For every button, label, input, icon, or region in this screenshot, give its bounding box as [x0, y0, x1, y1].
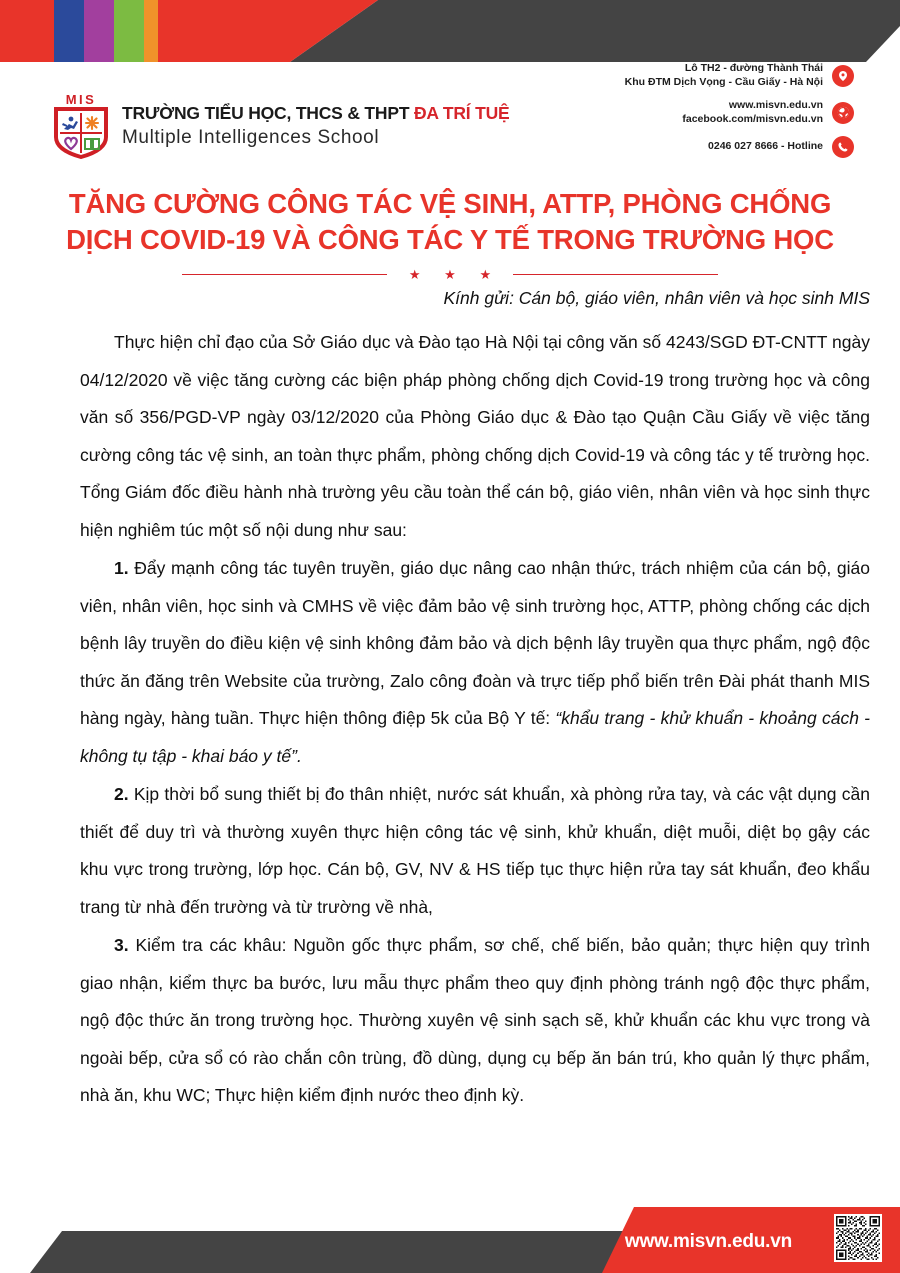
top-banner-stripe-red [0, 0, 54, 62]
divider-stars: ★ ★ ★ [408, 267, 502, 282]
item-1-text: Đẩy mạnh công tác tuyên truyền, giáo dục nâng cao nhận thức, trách nhiệm của cán bộ, giáo viên, nhân viên, học sinh và CMHS về việc đảm bảo vệ sinh trường học, ATTP, phòng chống các dịch bệnh lây truyền do điều kiện vệ sinh không đảm bảo và dịch bệnh lây truyền qua thực phẩm, ngộ độc thức ăn đăng trên Website của trường, Zalo công đoàn và trực tiếp phổ biến trên Đài phát thanh MIS hàng ngày, hàng tuần. Thực hiện thông điệp 5k của Bộ Y tế: [80, 558, 870, 728]
intro-paragraph: Thực hiện chỉ đạo của Sở Giáo dục và Đào tạo Hà Nội tại công văn số 4243/SGD ĐT-CNTT ngày 04/12/2020 về việc tăng cường các biện pháp phòng chống dịch Covid-19 trong trường học và công văn số 356/PGD-VP ngày 03/12/2020 của Phòng Giáo dục & Đào tạo Quận Cầu Giấy về việc tăng cường công tác vệ sinh, an toàn thực phẩm, phòng chống dịch Covid-19 và công tác y tế trường học. Tổng Giám đốc điều hành nhà trường yêu cầu toàn thể cán bộ, giáo viên, nhân viên và học sinh thực hiện nghiêm túc một số nội dung như sau: [80, 332, 870, 540]
phone-icon [832, 136, 854, 158]
divider-line-right [513, 274, 718, 276]
contact-hotline-text [708, 140, 823, 154]
top-decorative-banner [0, 0, 900, 62]
document-body [80, 288, 870, 1116]
shield-icon [54, 107, 108, 159]
page-title-line-2: DỊCH COVID-19 VÀ CÔNG TÁC Y TẾ TRONG TRƯỜNG HỌC [66, 224, 834, 255]
school-logo-block [50, 93, 510, 159]
document-title-block [0, 186, 900, 281]
star-burst-icon [86, 117, 98, 129]
list-item-3 [80, 927, 870, 1115]
item-1-number: 1. [114, 558, 129, 578]
school-name-group [122, 103, 510, 149]
document-header [0, 62, 900, 174]
contact-address-text [625, 62, 823, 89]
contact-hotline [708, 136, 854, 158]
footer-website-url[interactable]: www.misvn.edu.vn [624, 1231, 792, 1252]
star-divider [0, 268, 900, 281]
page-title [0, 186, 900, 258]
school-name-accent: ĐA TRÍ TUỆ [413, 103, 510, 123]
hotline-number: 0246 027 8666 - Hotline [708, 140, 823, 153]
contact-address [625, 62, 854, 89]
school-name-vietnamese: TRƯỜNG TIỂU HỌC, THCS & THPT ĐA TRÍ TUỆ [122, 103, 510, 123]
item-1-quote: “khẩu trang - khử khuẩn - khoảng cách - không tụ tập - khai báo y tế”. [80, 708, 870, 766]
address-line-1: Lô TH2 - đường Thành Thái [684, 62, 823, 74]
school-shield-logo [50, 93, 112, 159]
location-pin-icon [832, 65, 854, 87]
divider-line-left [182, 274, 387, 276]
item-2-number: 2. [114, 784, 129, 804]
address-line-2: Khu ĐTM Dịch Vọng - Cầu Giấy - Hà Nội [624, 75, 823, 88]
facebook-url[interactable]: facebook.com/misvn.edu.vn [682, 112, 823, 125]
salutation: Kính gửi: Cán bộ, giáo viên, nhân viên và học sinh MIS [443, 288, 870, 308]
school-name-english: Multiple Intelligences School [122, 127, 380, 148]
top-banner-stripe-green [114, 0, 144, 62]
item-2-text: Kịp thời bổ sung thiết bị đo thân nhiệt, nước sát khuẩn, xà phòng rửa tay, và các vật dụng cần thiết để duy trì và thường xuyên thực hiện công tác vệ sinh, khử khuẩn, diệt muỗi, diệt bọ gậy các khu vực trong trường, lớp học. Cán bộ, GV, NV & HS tiếp tục thực hiện rửa tay sát khuẩn, đeo khẩu trang từ nhà đến trường và từ trường về nhà, [80, 784, 870, 917]
contact-info-block [625, 62, 854, 158]
item-3-text: Kiểm tra các khâu: Nguồn gốc thực phẩm, sơ chế, chế biến, bảo quản; thực hiện quy trình giao nhận, kiểm thực ba bước, lưu mẫu thực phẩm theo quy định phòng tránh ngộ độc thực phẩm, ngộ độc thức ăn trong trường học. Thường xuyên vệ sinh sạch sẽ, khử khuẩn các khu vực trong và ngoài bếp, cửa sổ có rào chắn côn trùng, đồ dùng, dụng cụ bếp ăn bán trú, kho quản lý thực phẩm, nhà ăn, khu WC; Thực hiện kiểm định nước theo định kỳ. [80, 935, 870, 1105]
top-banner-stripe-orange [144, 0, 158, 62]
top-banner-stripe-purple [84, 0, 114, 62]
contact-web-text [682, 99, 823, 126]
qr-code[interactable] [834, 1214, 882, 1262]
qr-code-image [836, 1216, 880, 1260]
globe-icon [832, 102, 854, 124]
list-item-1 [80, 550, 870, 775]
logo-mark-text: MIS [65, 92, 97, 107]
item-3-number: 3. [114, 935, 129, 955]
top-banner-stripe-blue [54, 0, 84, 62]
page-title-line-1: TĂNG CƯỜNG CÔNG TÁC VỆ SINH, ATTP, PHÒNG CHỐNG [68, 188, 832, 219]
list-item-2 [80, 776, 870, 926]
contact-web[interactable] [682, 99, 854, 126]
document-footer [0, 1205, 900, 1273]
website-url[interactable]: www.misvn.edu.vn [728, 99, 823, 111]
